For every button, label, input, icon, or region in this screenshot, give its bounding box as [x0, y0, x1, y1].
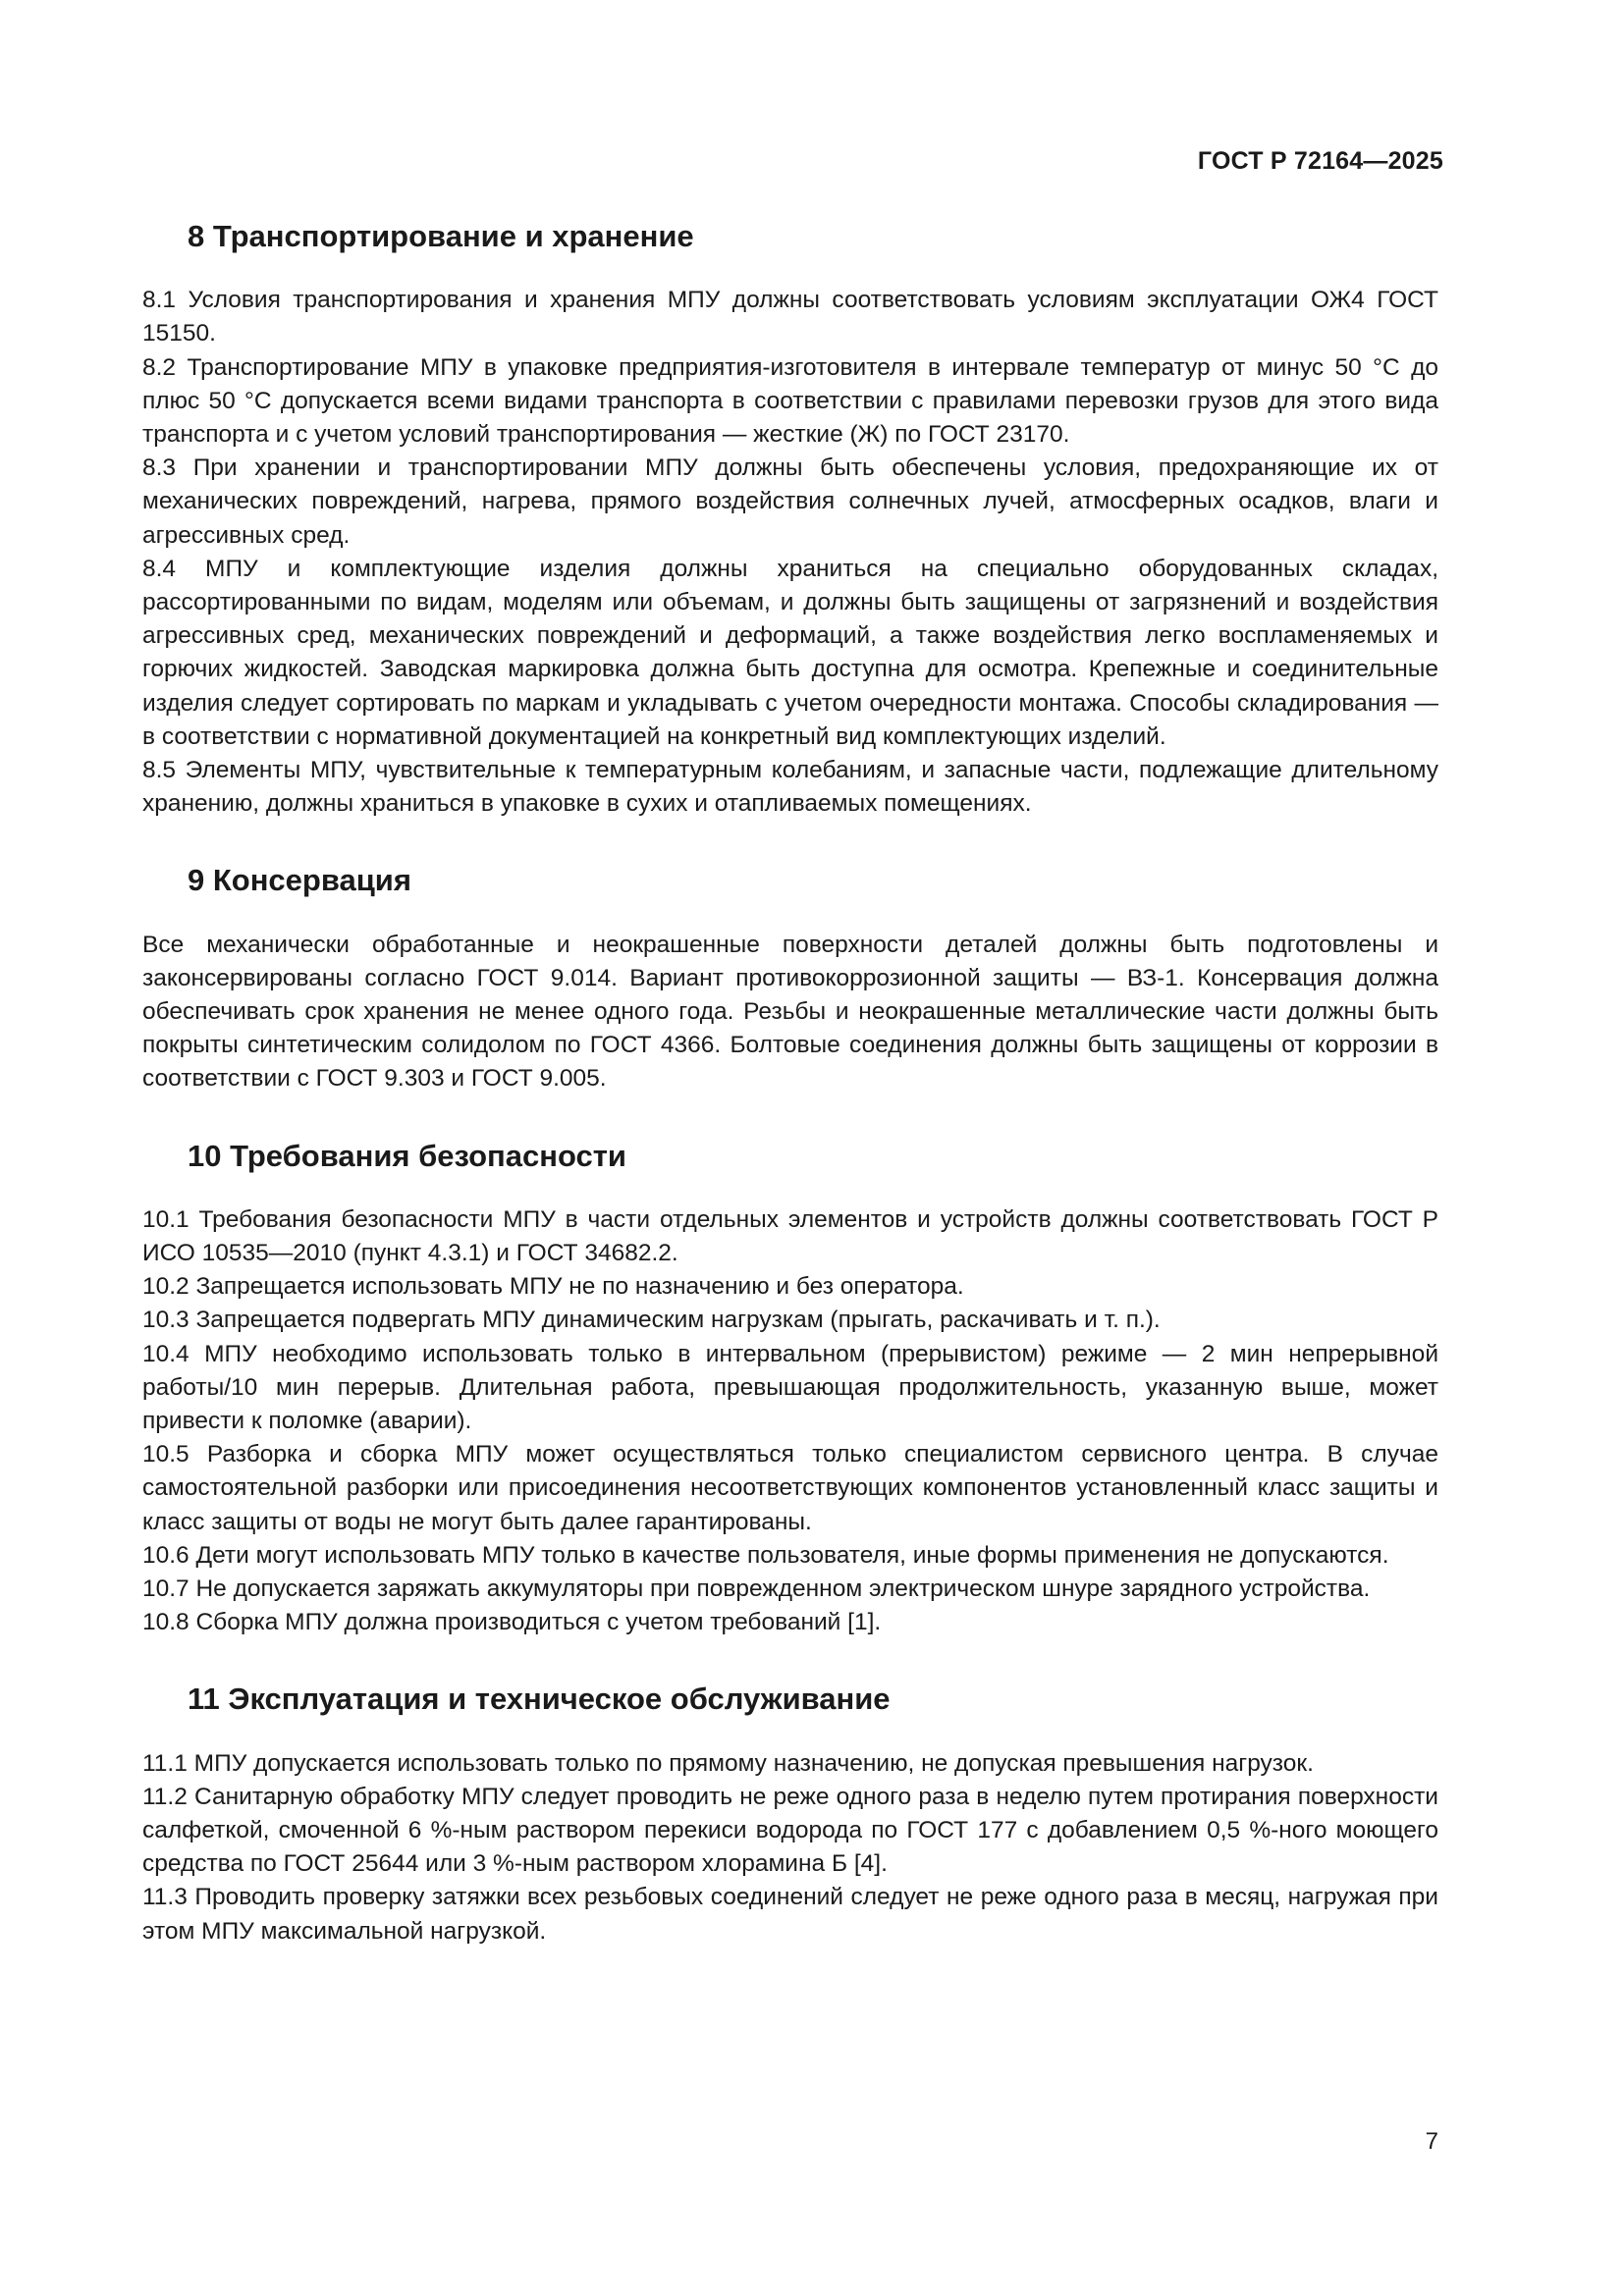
- paragraph-10-4: 10.4 МПУ необходимо использовать только в интервальном (прерывистом) режиме — 2 мин непрерывной работы/10 мин перерыв. Длительная работа, превышающая продолжительность, указанную выше, может привести к поломке (аварии).: [142, 1340, 1438, 1435]
- paragraph-8-3: 8.3 При хранении и транспортировании МПУ должны быть обеспечены условия, предохраняющие их от механических повреждений, нагрева, прямого воздействия солнечных лучей, атмосферных осадков, влаги и агрессивных сред.: [142, 454, 1438, 549]
- paragraph-10-2: 10.2 Запрещается использовать МПУ не по назначению и без оператора.: [142, 1273, 964, 1301]
- document-code: ГОСТ Р 72164—2025: [1197, 147, 1443, 175]
- section-paragraphs: [142, 284, 1438, 821]
- paragraph-8-5: 8.5 Элементы МПУ, чувствительные к температурным колебаниям, и запасные части, подлежащие длительному хранению, должны храниться в упаковке в сухих и отапливаемых помещениях.: [142, 757, 1438, 818]
- section-10: [142, 1138, 1438, 1640]
- paragraph-11-1: 11.1 МПУ допускается использовать только по прямому назначению, не допуская превышения нагрузок.: [142, 1749, 1314, 1777]
- paragraph-10-3: 10.3 Запрещается подвергать МПУ динамическим нагрузкам (прыгать, раскачивать и т. п.).: [142, 1307, 1161, 1334]
- section-paragraphs: [142, 1747, 1438, 1949]
- section-title: 11 Эксплуатация и техническое обслуживание: [188, 1682, 891, 1717]
- paragraph-10-6: 10.6 Дети могут использовать МПУ только в качестве пользователя, иные формы применения не допускаются.: [142, 1541, 1389, 1569]
- section-9: [142, 862, 1438, 1095]
- paragraph-11-2: 11.2 Санитарную обработку МПУ следует проводить не реже одного раза в неделю путем протирания поверхности салфеткой, смоченной 6 %-ным раствором перекиси водорода по ГОСТ 177 с добавлением 0,5 %-ного моющего средства по ГОСТ 25644 или 3 %-ным раствором хлорамина Б [4].: [142, 1783, 1438, 1878]
- paragraph-10-1: 10.1 Требования безопасности МПУ в части отдельных элементов и устройств должны соответствовать ГОСТ Р ИСО 10535—2010 (пункт 4.3.1) и ГОСТ 34682.2.: [142, 1205, 1438, 1267]
- section-title: 8 Транспортирование и хранение: [188, 219, 694, 253]
- paragraph-10-8: 10.8 Сборка МПУ должна производиться с учетом требований [1].: [142, 1609, 882, 1636]
- page-number: 7: [1425, 2128, 1438, 2155]
- section-paragraphs: [142, 1203, 1438, 1640]
- section-title: 9 Консервация: [188, 863, 411, 898]
- paragraph-11-3: 11.3 Проводить проверку затяжки всех резьбовых соединений следует не реже одного раза в месяц, нагружая при этом МПУ максимальной нагрузкой.: [142, 1884, 1438, 1945]
- section-title: 10 Требования безопасности: [188, 1138, 626, 1173]
- paragraph-8-2: 8.2 Транспортирование МПУ в упаковке предприятия-изготовителя в интервале температур от минус 50 °С до плюс 50 °С допускается всеми видами транспорта в соответствии с правилами перевозки грузов для этого вида транспорта и с учетом условий транспортирования — жесткие (Ж) по ГОСТ 23170.: [142, 353, 1438, 448]
- section-8: [142, 218, 1438, 821]
- paragraph-8-4: 8.4 МПУ и комплектующие изделия должны храниться на специально оборудованных складах, рассортированными по видам, моделям или объемам, и должны быть защищены от загрязнений и воздействия агрессивных сред, механических повреждений и деформаций, а также воздействия легко воспламеняемых и горючих жидкостей. Заводская маркировка должна быть доступна для осмотра. Крепежные и соединительные изделия следует сортировать по маркам и укладывать с учетом очередности монтажа. Способы складирования — в соответствии с нормативной документацией на конкретный вид комплектующих изделий.: [142, 555, 1438, 750]
- paragraph-10-5: 10.5 Разборка и сборка МПУ может осуществляться только специалистом сервисного центра. В случае самостоятельной разборки или присоединения несоответствующих компонентов установленный класс защиты и класс защиты от воды не могут быть далее гарантированы.: [142, 1441, 1438, 1535]
- paragraph-10-7: 10.7 Не допускается заряжать аккумуляторы при поврежденном электрическом шнуре зарядного устройства.: [142, 1575, 1371, 1603]
- paragraph-8-1: 8.1 Условия транспортирования и хранения МПУ должны соответствовать условиям эксплуатации ОЖ4 ГОСТ 15150.: [142, 287, 1438, 347]
- section-11: [142, 1681, 1438, 1948]
- document-body: [142, 218, 1438, 1949]
- section-paragraphs: [142, 929, 1438, 1096]
- paragraph-9: Все механически обработанные и неокрашенные поверхности деталей должны быть подготовлены и законсервированы согласно ГОСТ 9.014. Вариант противокоррозионной защиты — ВЗ-1. Консервация должна обеспечивать срок хранения не менее одного года. Резьбы и неокрашенные металлические части должны быть покрыты синтетическим солидолом по ГОСТ 4366. Болтовые соединения должны быть защищены от коррозии в соответствии с ГОСТ 9.303 и ГОСТ 9.005.: [142, 931, 1438, 1093]
